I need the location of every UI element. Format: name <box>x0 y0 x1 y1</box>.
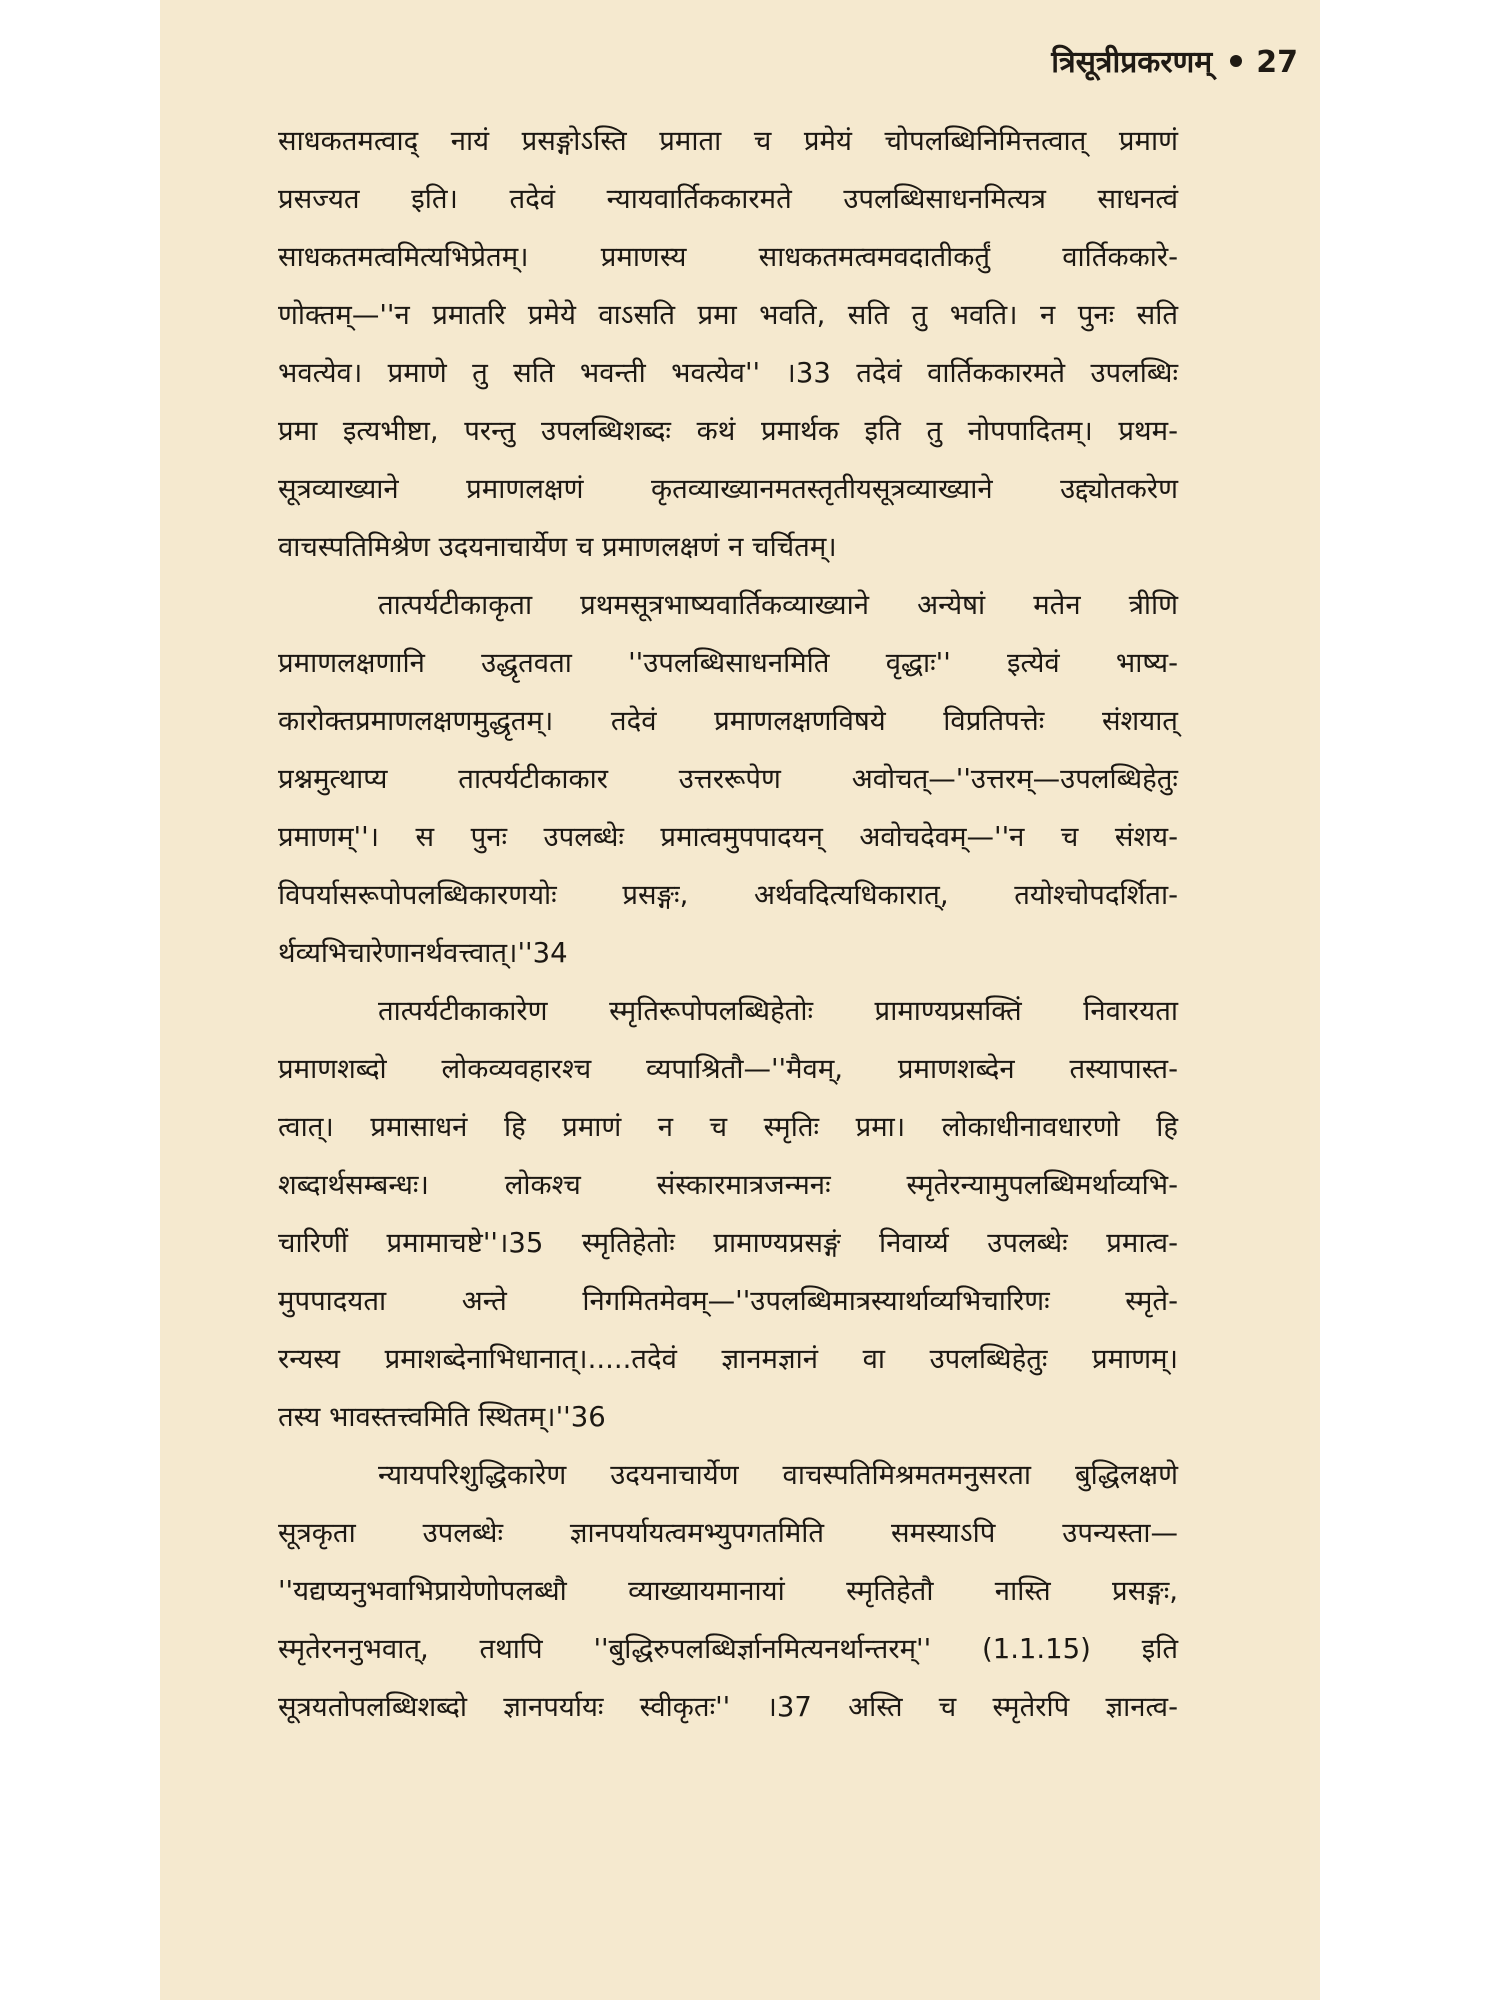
text-line: मुपपादयता अन्ते निगमितमेवम्—''उपलब्धिमात्रस्यार्थाव्यभिचारिणः स्मृते- <box>278 1285 1178 1317</box>
text-line: प्रमा इत्यभीष्टा, परन्तु उपलब्धिशब्दः कथं प्रमार्थक इति तु नोपपादितम्। प्रथम- <box>278 415 1178 447</box>
paragraph-start-line: तात्पर्यटीकाकारेण स्मृतिरूपोपलब्धिहेतोः प्रामाण्यप्रसक्तिं निवारयता <box>378 995 1178 1027</box>
text-line: त्वात्। प्रमासाधनं हि प्रमाणं न च स्मृतिः प्रमा। लोकाधीनावधारणो हि <box>278 1111 1178 1143</box>
paragraph-end-line: वाचस्पतिमिश्रेण उदयनाचार्येण च प्रमाणलक्षणं न चर्चितम्। <box>278 531 837 563</box>
text-line: विपर्यासरूपोपलब्धिकारणयोः प्रसङ्गः, अर्थवदित्यधिकारात्, तयोश्चोपदर्शिता- <box>278 879 1178 911</box>
text-line: साधकतमत्वाद् नायं प्रसङ्गोऽस्ति प्रमाता च प्रमेयं चोपलब्धिनिमित्तत्वात् प्रमाणं <box>278 125 1178 157</box>
chapter-title: त्रिसूत्रीप्रकरणम् <box>1051 45 1213 80</box>
paragraph-end-line: र्थव्यभिचारेणानर्थवत्त्वात्।''34 <box>278 937 568 969</box>
text-line: रन्यस्य प्रमाशब्देनाभिधानात्।.....तदेवं ज्ञानमज्ञानं वा उपलब्धिहेतुः प्रमाणम्। <box>278 1343 1178 1375</box>
text-line: साधकतमत्वमित्यभिप्रेतम्। प्रमाणस्य साधकतमत्वमवदातीकर्तुं वार्तिककारे- <box>278 241 1178 273</box>
book-page <box>160 0 1320 2000</box>
text-line: प्रसज्यत इति। तदेवं न्यायवार्तिककारमते उपलब्धिसाधनमित्यत्र साधनत्वं <box>278 183 1178 215</box>
text-line: णोक्तम्—''न प्रमातरि प्रमेये वाऽसति प्रमा भवति, सति तु भवति। न पुनः सति <box>278 299 1178 331</box>
text-line: भवत्येव। प्रमाणे तु सति भवन्ती भवत्येव'' ।33 तदेवं वार्तिककारमते उपलब्धिः <box>278 357 1178 389</box>
text-line: प्रश्नमुत्थाप्य तात्पर्यटीकाकार उत्तररूपेण अवोचत्—''उत्तरम्—उपलब्धिहेतुः <box>278 763 1178 795</box>
text-line: सूत्रकृता उपलब्धेः ज्ञानपर्यायत्वमभ्युपगतमिति समस्याऽपि उपन्यस्ता— <box>278 1517 1178 1549</box>
text-line: सूत्रव्याख्याने प्रमाणलक्षणं कृतव्याख्यानमतस्तृतीयसूत्रव्याख्याने उद्द्योतकरेण <box>278 473 1178 505</box>
text-line: कारोक्तप्रमाणलक्षणमुद्धृतम्। तदेवं प्रमाणलक्षणविषये विप्रतिपत्तेः संशयात् <box>278 705 1178 737</box>
paragraph-start-line: तात्पर्यटीकाकृता प्रथमसूत्रभाष्यवार्तिकव्याख्याने अन्येषां मतेन त्रीणि <box>378 589 1178 621</box>
text-line: प्रमाणशब्दो लोकव्यवहारश्च व्यपाश्रितौ—''मैवम्, प्रमाणशब्देन तस्यापास्त- <box>278 1053 1178 1085</box>
running-head <box>1051 40 1298 81</box>
text-line: सूत्रयतोपलब्धिशब्दो ज्ञानपर्यायः स्वीकृतः'' ।37 अस्ति च स्मृतेरपि ज्ञानत्व- <box>278 1691 1178 1723</box>
paragraph-end-line: तस्य भावस्तत्त्वमिति स्थितम्।''36 <box>278 1401 606 1433</box>
text-line: प्रमाणम्''। स पुनः उपलब्धेः प्रमात्वमुपपादयन् अवोचदेवम्—''न च संशय- <box>278 821 1178 853</box>
page-number: 27 <box>1256 45 1298 80</box>
text-line: चारिणीं प्रमामाचष्टे''।35 स्मृतिहेतोः प्रामाण्यप्रसङ्गं निवार्य्य उपलब्धेः प्रमात्व- <box>278 1227 1178 1259</box>
text-line: ''यद्यप्यनुभवाभिप्रायेणोपलब्धौ व्याख्यायमानायां स्मृतिहेतौ नास्ति प्रसङ्गः, <box>278 1575 1178 1607</box>
text-line: प्रमाणलक्षणानि उद्धृतवता ''उपलब्धिसाधनमिति वृद्धाः'' इत्येवं भाष्य- <box>278 647 1178 679</box>
paragraph-start-line: न्यायपरिशुद्धिकारेण उदयनाचार्येण वाचस्पतिमिश्रमतमनुसरता बुद्धिलक्षणे <box>378 1459 1178 1491</box>
text-line: स्मृतेरननुभवात्, तथापि ''बुद्धिरुपलब्धिर्ज्ञानमित्यनर्थान्तरम्'' (1.1.15) इति <box>278 1633 1178 1665</box>
text-line: शब्दार्थसम्बन्धः। लोकश्च संस्कारमात्रजन्मनः स्मृतेरन्यामुपलब्धिमर्थाव्यभि- <box>278 1169 1178 1201</box>
bullet-separator <box>1230 55 1242 67</box>
